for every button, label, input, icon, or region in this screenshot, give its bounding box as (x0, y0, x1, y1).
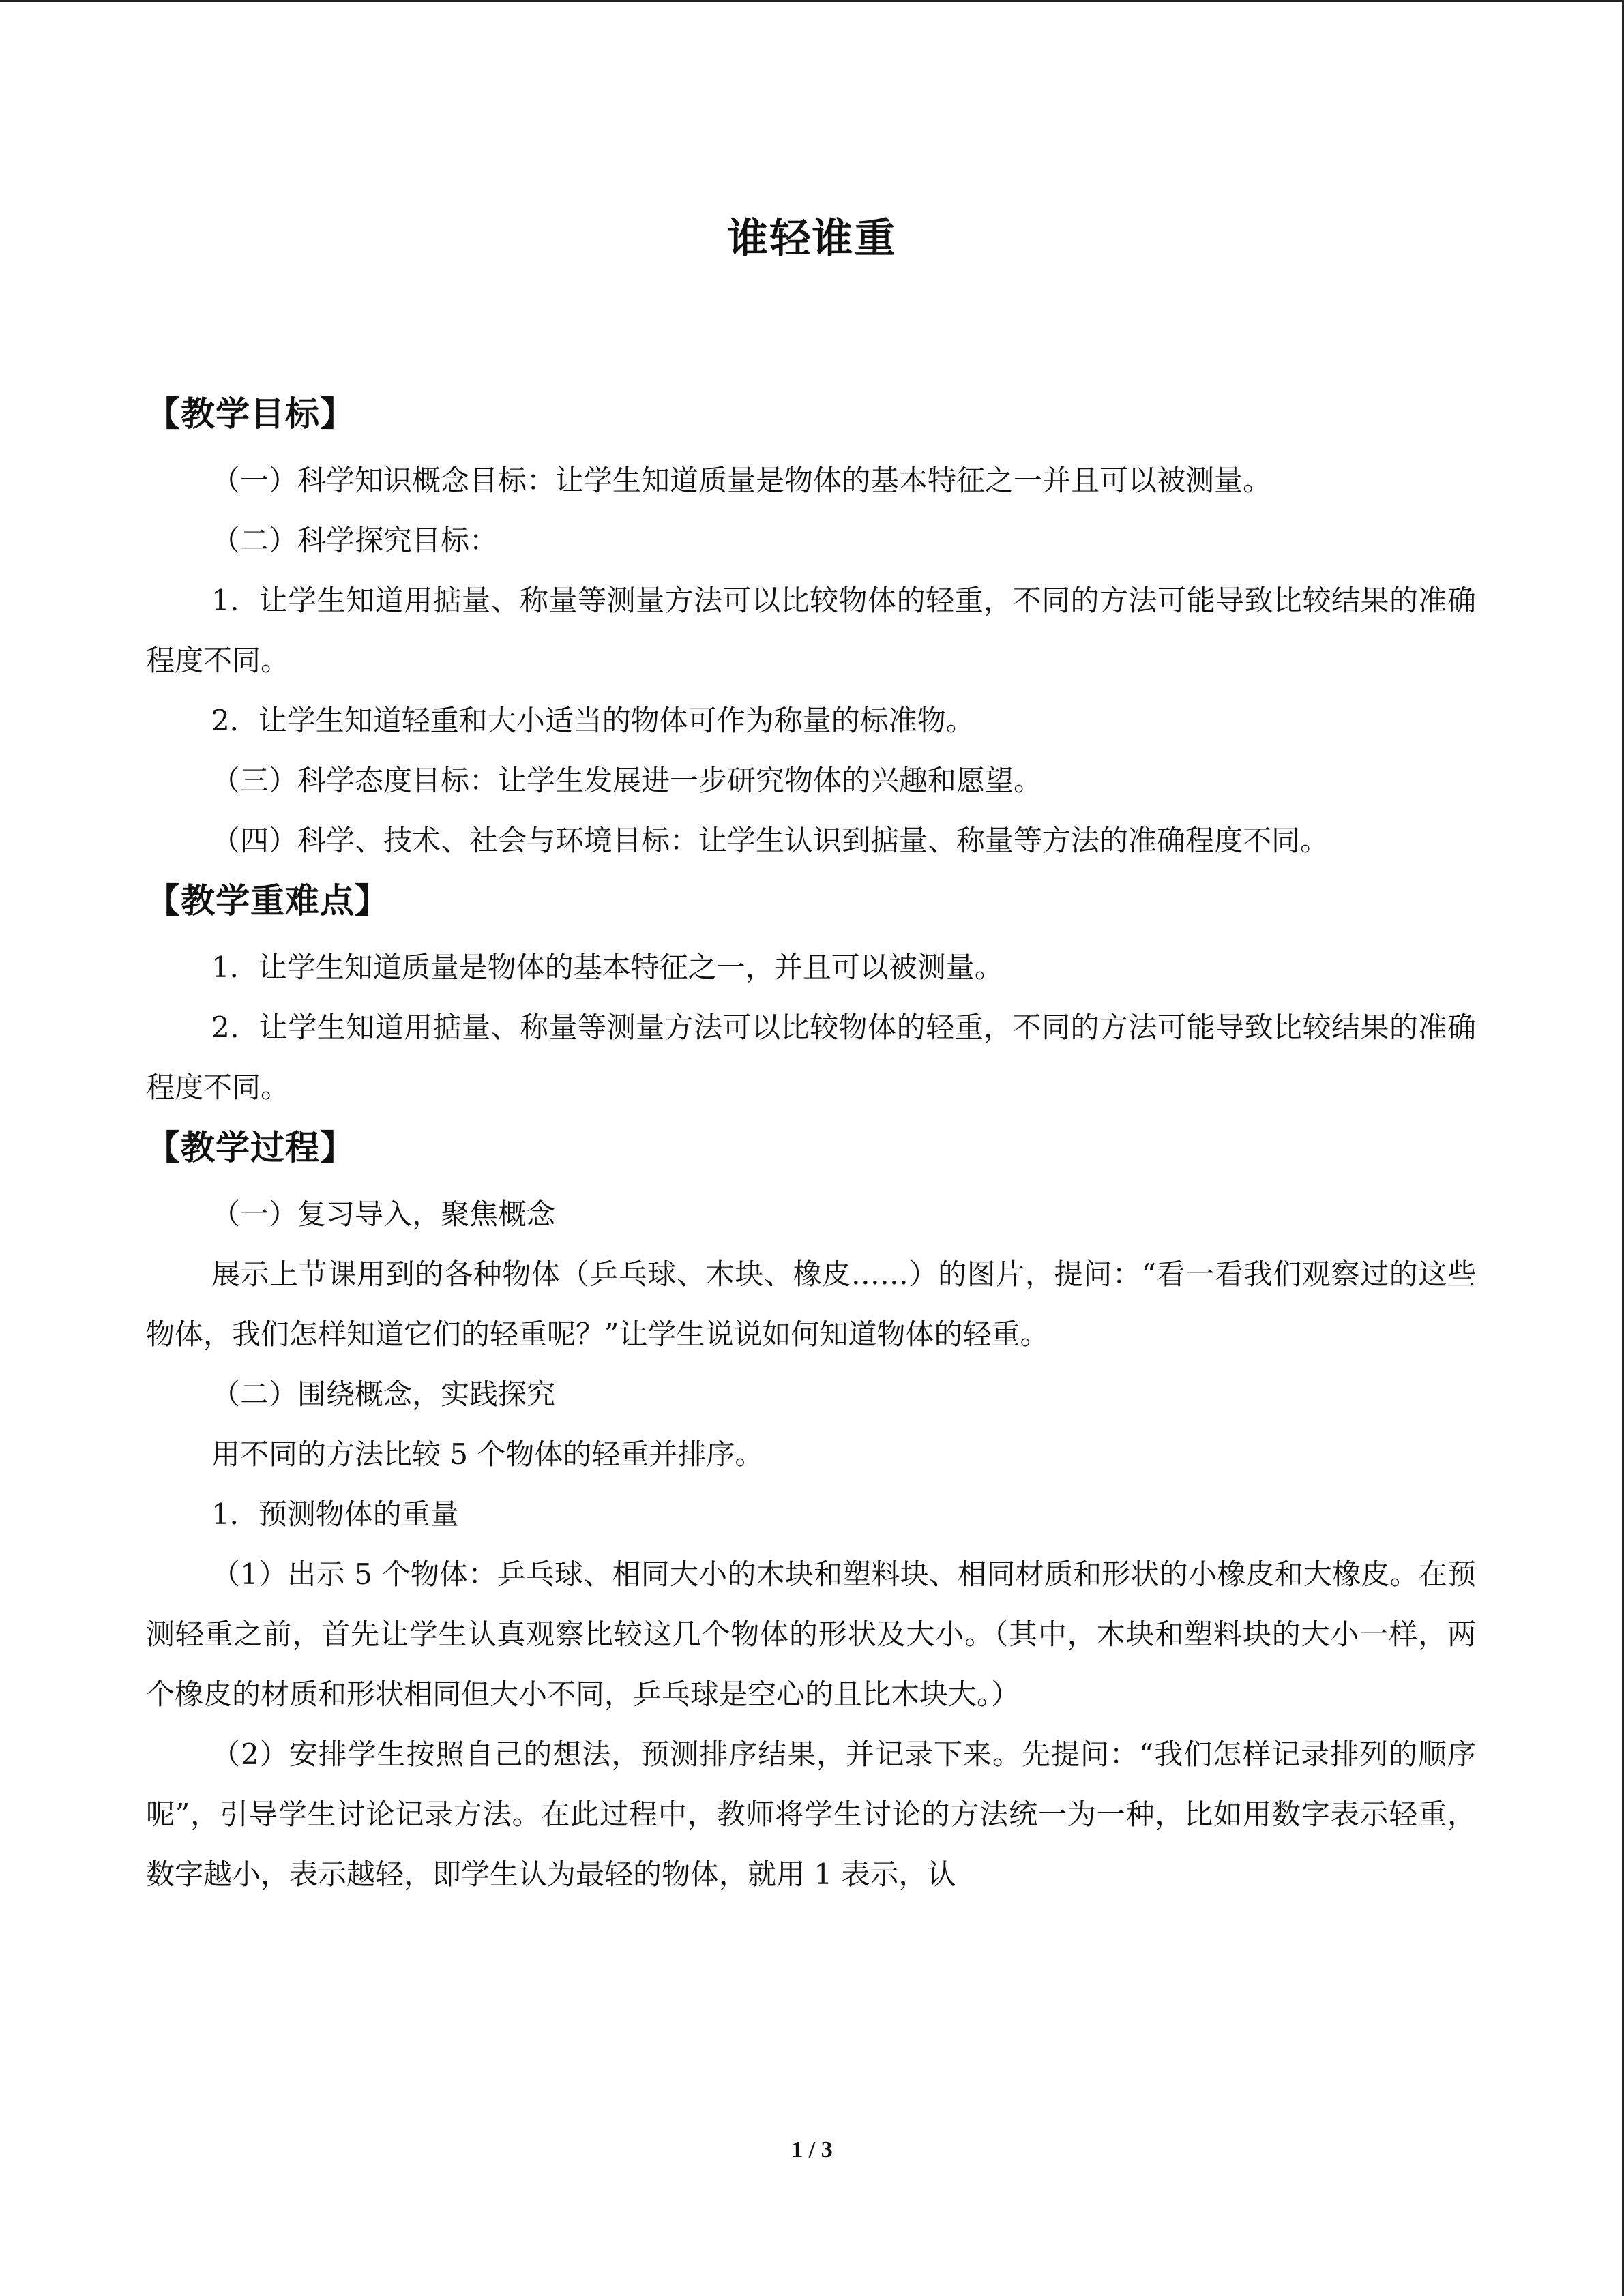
paragraph: 1．预测物体的重量 (211, 1497, 459, 1531)
section-heading-process: 【教学过程】 (146, 1128, 355, 1167)
paragraph: （二）科学探究目标： (211, 524, 499, 557)
paragraph: 2．让学生知道用掂量、称量等测量方法可以比较物体的轻重，不同的方法可能导致比较结果的准确程度不同。 (146, 1011, 1476, 1104)
paragraph: 1．让学生知道用掂量、称量等测量方法可以比较物体的轻重，不同的方法可能导致比较结果的准确程度不同。 (146, 584, 1476, 677)
paragraph: （三）科学态度目标：让学生发展进一步研究物体的兴趣和愿望。 (211, 764, 1043, 797)
document-title: 谁轻谁重 (727, 215, 897, 263)
paragraph: （2）安排学生按照自己的想法，预测排序结果，并记录下来。先提问：“我们怎样记录排列的顺序呢”，引导学生讨论记录方法。在此过程中，教师将学生讨论的方法统一为一种，比如用数字表示轻重，数字越小，表示越轻，即学生认为最轻的物体，就用 1 表示，认 (146, 1738, 1476, 1891)
paragraph: （一）科学知识概念目标：让学生知道质量是物体的基本特征之一并且可以被测量。 (211, 464, 1272, 497)
paragraph: 2．让学生知道轻重和大小适当的物体可作为称量的标准物。 (211, 704, 975, 737)
paragraph: （1）出示 5 个物体：乒乓球、相同大小的木块和塑料块、相同材质和形状的小橡皮和大橡皮。在预测轻重之前，首先让学生认真观察比较这几个物体的形状及大小。（其中，木块和塑料块的大小一样，两个橡皮的材质和形状相同但大小不同，乒乓球是空心的且比木块大。） (146, 1557, 1476, 1711)
paragraph: （四）科学、技术、社会与环境目标：让学生认识到掂量、称量等方法的准确程度不同。 (211, 824, 1329, 857)
paragraph: 用不同的方法比较 5 个物体的轻重并排序。 (211, 1437, 764, 1471)
section-heading-objectives: 【教学目标】 (146, 394, 355, 434)
paragraph: 展示上节课用到的各种物体（乒乓球、木块、橡皮……）的图片，提问：“看一看我们观察过的这些物体，我们怎样知道它们的轻重呢？”让学生说说如何知道物体的轻重。 (146, 1257, 1476, 1351)
document-body (146, 384, 1476, 1905)
paragraph: （二）围绕概念，实践探究 (211, 1377, 556, 1411)
page-number: 1 / 3 (791, 2137, 833, 2162)
section-heading-key-points: 【教学重难点】 (146, 881, 389, 921)
paragraph: 1．让学生知道质量是物体的基本特征之一，并且可以被测量。 (211, 951, 1003, 984)
paragraph: （一）复习导入，聚焦概念 (211, 1197, 556, 1231)
